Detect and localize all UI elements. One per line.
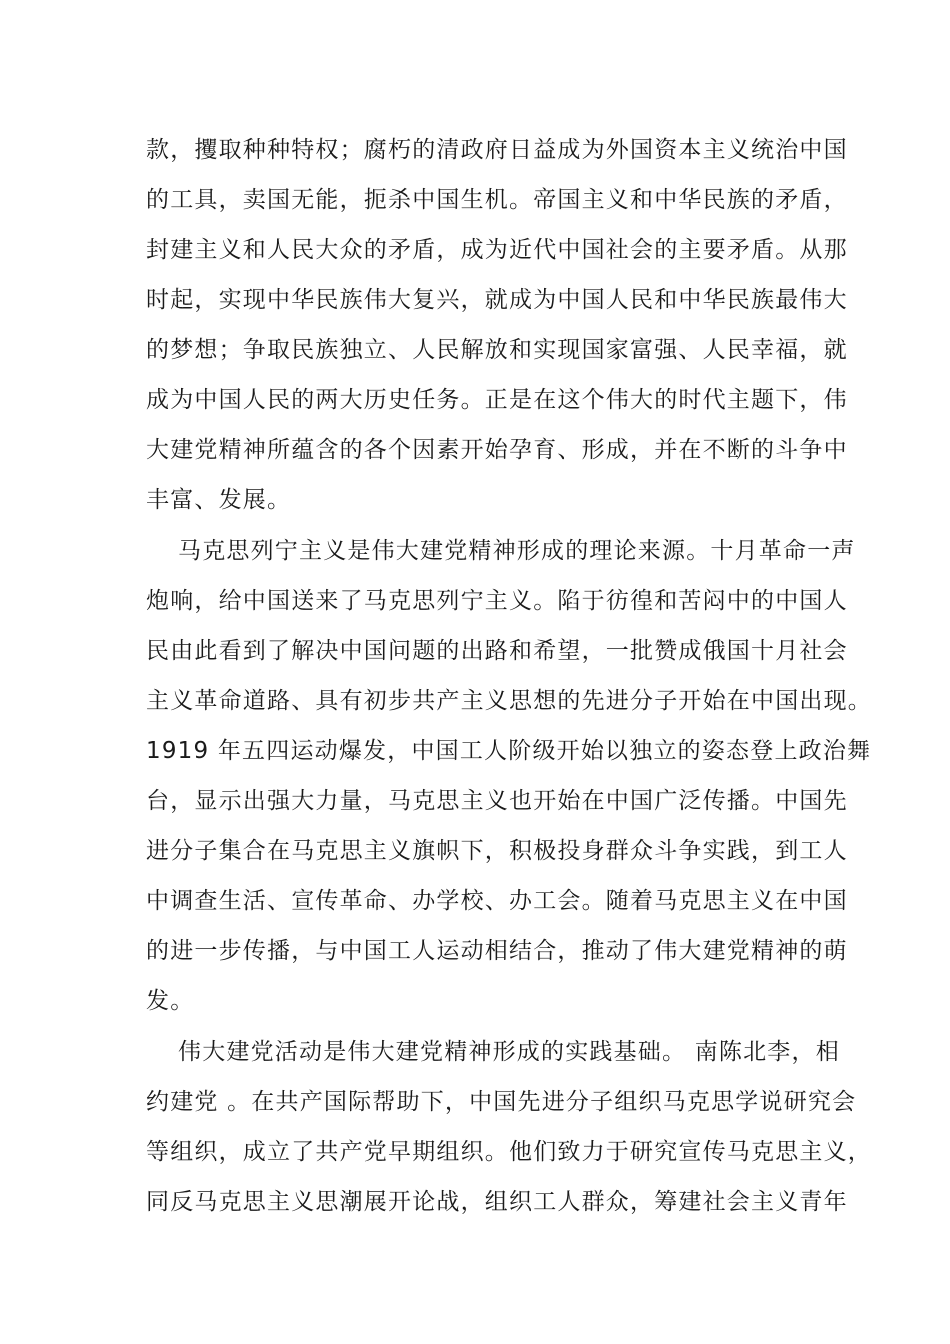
text-line: 丰富、发展。 <box>146 487 292 513</box>
text-line: 的工具，卖国无能，扼杀中国生机。帝国主义和中华民族的矛盾， <box>146 187 848 213</box>
text-line: 成为中国人民的两大历史任务。正是在这个伟大的时代主题下，伟 <box>146 387 848 413</box>
text-line: 炮响，给中国送来了马克思列宁主义。陷于彷徨和苦闷中的中国人 <box>146 588 848 614</box>
text-line: 的进一步传播，与中国工人运动相结合，推动了伟大建党精神的萌 <box>146 938 848 964</box>
text-line: 同反马克思主义思潮展开论战，组织工人群众，筹建社会主义青年 <box>146 1189 848 1215</box>
paragraph-first-line: 伟大建党活动是伟大建党精神形成的实践基础。 南陈北李，相 <box>178 1039 840 1065</box>
text-line: 1919 年五四运动爆发，中国工人阶级开始以独立的姿态登上政治舞 <box>146 738 872 764</box>
text-line: 约建党 。在共产国际帮助下，中国先进分子组织马克思学说研究会 <box>146 1089 857 1115</box>
text-line: 台，显示出强大力量，马克思主义也开始在中国广泛传播。中国先 <box>146 788 848 814</box>
text-line: 进分子集合在马克思主义旗帜下，积极投身群众斗争实践，到工人 <box>146 838 848 864</box>
text-line: 民由此看到了解决中国问题的出路和希望，一批赞成俄国十月社会 <box>146 638 848 664</box>
paragraph-first-line: 马克思列宁主义是伟大建党精神形成的理论来源。十月革命一声 <box>178 538 856 564</box>
text-line: 发。 <box>146 988 195 1014</box>
text-line: 时起，实现中华民族伟大复兴，就成为中国人民和中华民族最伟大 <box>146 287 848 313</box>
text-line: 的梦想；争取民族独立、人民解放和实现国家富强、人民幸福，就 <box>146 337 848 363</box>
text-line: 主义革命道路、具有初步共产主义思想的先进分子开始在中国出现。 <box>146 688 872 714</box>
text-line: 大建党精神所蕴含的各个因素开始孕育、形成，并在不断的斗争中 <box>146 437 848 463</box>
text-line: 中调查生活、宣传革命、办学校、办工会。随着马克思主义在中国 <box>146 888 848 914</box>
text-line: 等组织，成立了共产党早期组织。他们致力于研究宣传马克思主义， <box>146 1139 872 1165</box>
text-line: 款，攫取种种特权；腐朽的清政府日益成为外国资本主义统治中国 <box>146 137 848 163</box>
text-line: 封建主义和人民大众的矛盾，成为近代中国社会的主要矛盾。从那 <box>146 237 848 263</box>
